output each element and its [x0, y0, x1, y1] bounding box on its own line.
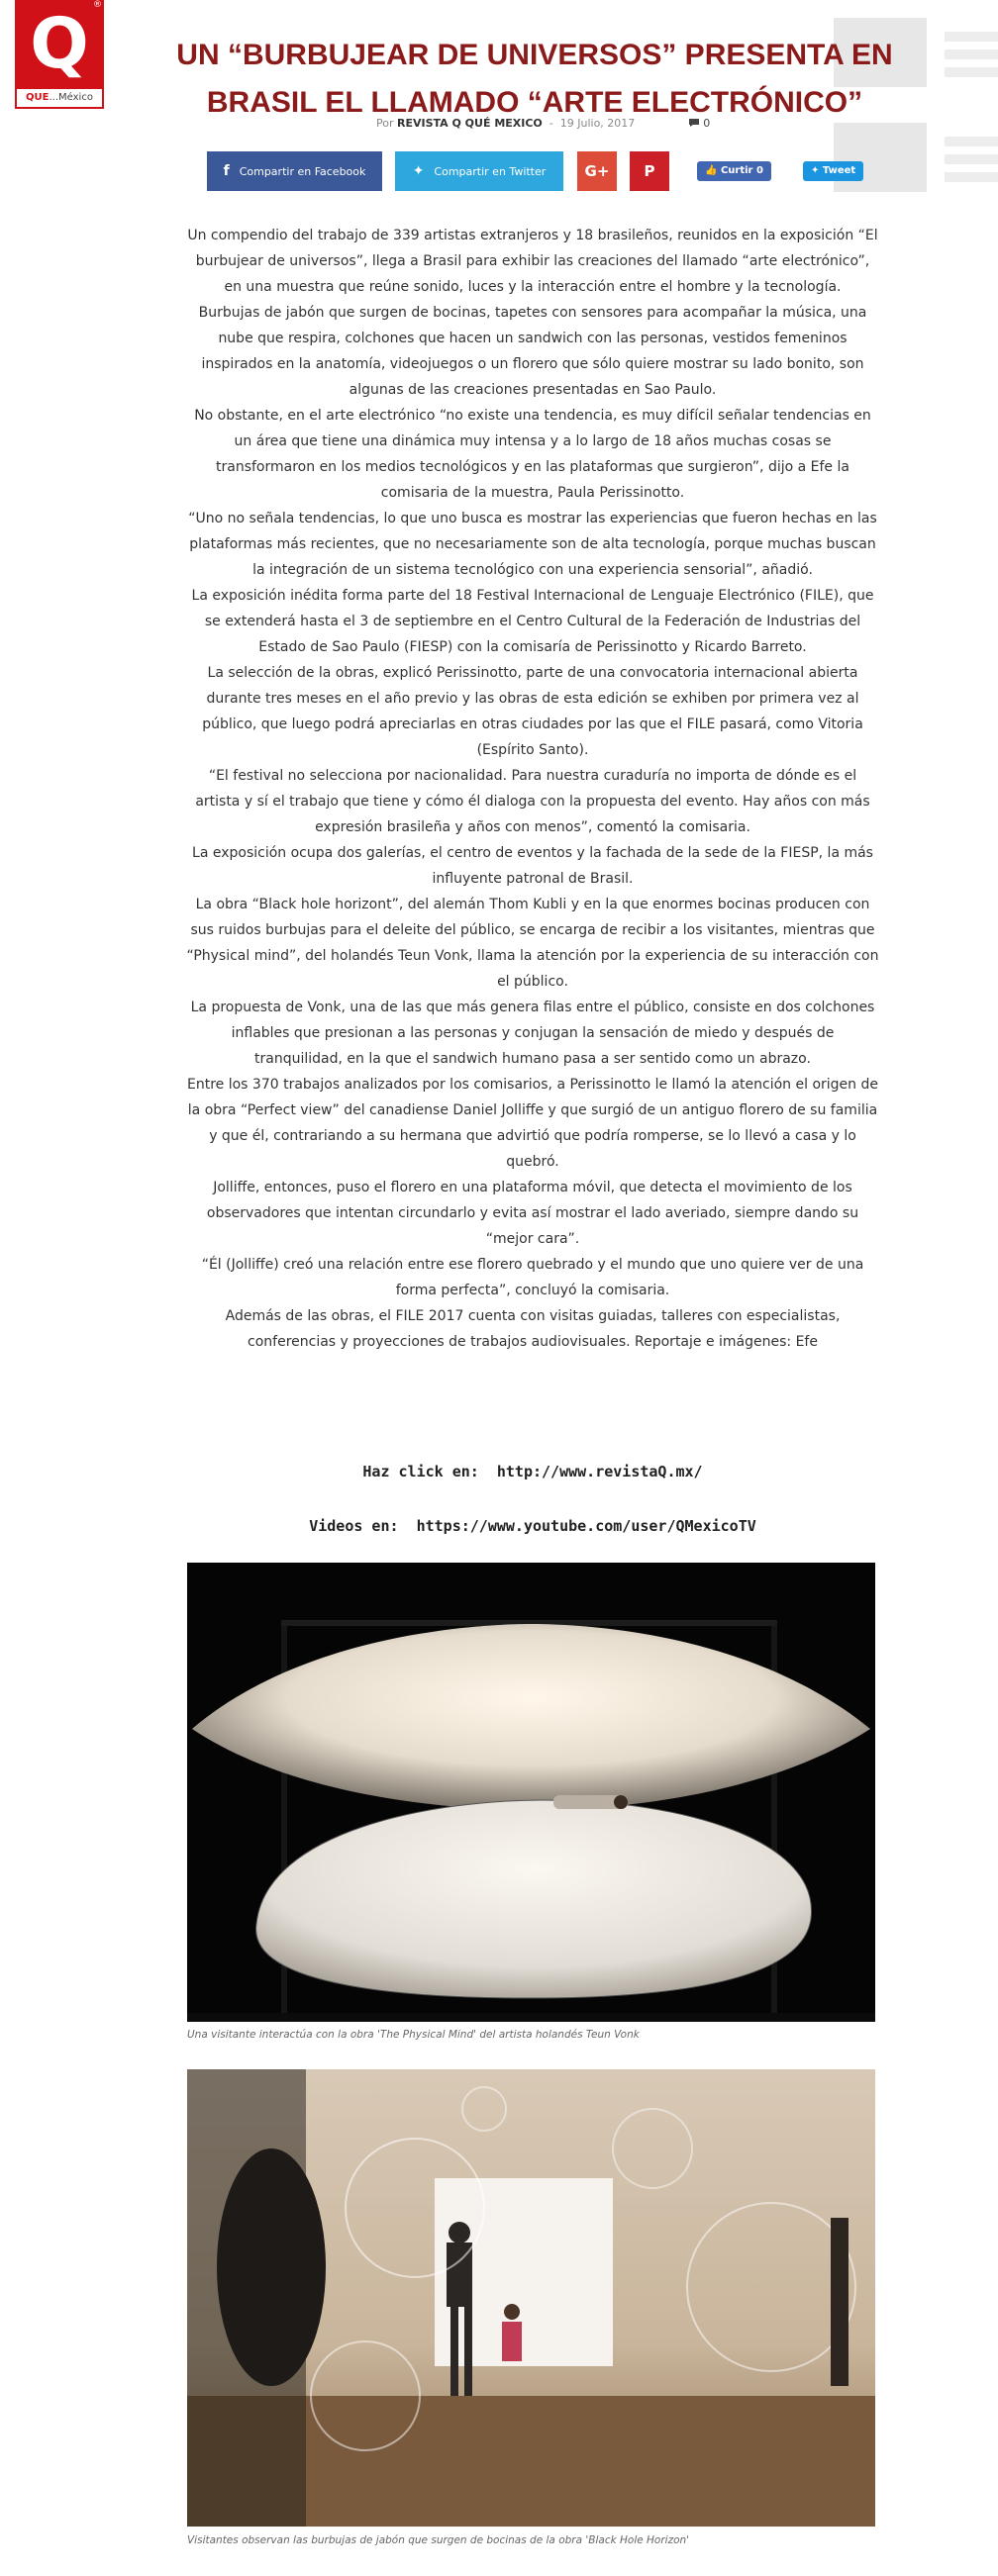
share-twitter-button[interactable]: ✦ Compartir en Twitter [395, 151, 563, 191]
paragraph: Jolliffe, entonces, puso el florero en una plataforma móvil, que detecta el movimiento de los observadores que intentan circundarlo y evita así mostrar el lado averiado, siempre dando su “mejor cara”. [206, 1180, 859, 1247]
paragraph: Además de las obras, el FILE 2017 cuenta con visitas guiadas, talleres con especialistas, conferencias y proyecciones de trabajos audiovisuales. Reportaje e imágenes: Efe [225, 1308, 841, 1350]
logo-letter: Q [30, 3, 89, 84]
tweet-button[interactable]: ✦ Tweet [803, 161, 863, 181]
article-meta: Por REVISTA Q QUÉ MEXICO - 19 Julio, 2017 0 [376, 117, 711, 130]
article-body [186, 223, 879, 1355]
comments-count: 0 [703, 117, 711, 130]
registered-mark: ® [93, 0, 102, 10]
paragraph: La exposición inédita forma parte del 18 Festival Internacional de Lenguaje Electrónico (FILE), que se extenderá hasta el 3 de septiembre en el Centro Cultural de la Federación de Industrias del Estado de Sao Paulo (FIESP) con la comisaría de Perissinotto y Ricardo Barreto. [191, 588, 874, 655]
comment-icon [688, 118, 700, 128]
videos-link-line [186, 1517, 879, 1535]
photo-physical-mind [187, 1563, 875, 2022]
videos-link[interactable]: https://www.youtube.com/user/QMexicoTV [416, 1517, 756, 1535]
paragraph: La propuesta de Vonk, una de las que más genera filas entre el público, consiste en dos colchones inflables que presionan a las personas y conjugan la sensación de miedo y después de tranquilidad, en la que el sandwich humano pasa a ser sentido como un abrazo. [190, 1000, 875, 1067]
share-facebook-button[interactable]: f Compartir en Facebook [207, 151, 382, 191]
twitter-icon: ✦ [412, 163, 425, 179]
paragraph: La exposición ocupa dos galerías, el centro de eventos y la fachada de la sede de la FIESP, la más influyente patronal de Brasil. [192, 845, 873, 887]
site-link[interactable]: http://www.revistaQ.mx/ [496, 1463, 703, 1480]
photo-caption: Una visitante interactúa con la obra 'The Physical Mind' del artista holandés Teun Vonk [187, 2029, 640, 2041]
share-pinterest-button[interactable] [630, 151, 669, 191]
photo-black-hole-horizon [187, 2069, 875, 2527]
photo-caption: Visitantes observan las burbujas de jabón que surgen de bocinas de la obra 'Black Hole Horizon' [187, 2534, 690, 2546]
paragraph: Burbujas de jabón que surgen de bocinas, tapetes con sensores para acompañar la música, una nube que respira, colchones que hacen un sandwich con las personas, vestidos femeninos inspirados en la anatomía, videojuegos o un florero que sólo quiere mostrar su lado bonito, son algunas de las creaciones presentadas en Sao Paulo. [198, 305, 867, 398]
related-thumbnail[interactable] [834, 123, 927, 192]
site-link-line [186, 1463, 879, 1480]
article-title: UN “BURBUJEAR DE UNIVERSOS” PRESENTA EN BRASIL EL LLAMADO “ARTE ELECTRÓNICO” [176, 39, 893, 120]
site-logo[interactable] [15, 0, 104, 109]
related-title-placeholder [945, 32, 998, 85]
thumbs-up-icon: 👍 [705, 165, 721, 176]
paragraph: “Él (Jolliffe) creó una relación entre ese florero quebrado y el mundo que uno quiere ver de una forma perfecta”, concluyó la comisaria. [201, 1257, 864, 1298]
facebook-like-button[interactable]: 👍 Curtir 0 [697, 161, 771, 181]
paragraph: La obra “Black hole horizont”, del alemán Thom Kubli y en la que enormes bocinas producen con sus ruidos burbujas para el deleite del público, se encarga de recibir a los visitantes, mientras que “Physical mind”, del holandés Teun Vonk, llama la atención por la experiencia de su interacción con el público. [186, 897, 879, 990]
gplus-icon: G+ [584, 162, 610, 180]
pinterest-icon: P [644, 162, 655, 180]
logo-subtitle: QUE...México [15, 87, 104, 109]
publish-date: 19 Julio, 2017 [559, 117, 636, 130]
paragraph: No obstante, en el arte electrónico “no existe una tendencia, es muy difícil señalar tendencias en un área que tiene una dinámica muy intensa y a lo largo de 18 años muchas cosas se transformaron en los medios tecnológicos y en las plataformas que surgieron”, dijo a Efe la comisaria de la muestra, Paula Perissinotto. [194, 408, 871, 501]
sidebar-related-item[interactable] [834, 123, 998, 192]
videos-link-label: Videos en: [309, 1517, 399, 1535]
paragraph: Entre los 370 trabajos analizados por los comisarios, a Perissinotto le llamó la atención el origen de la obra “Perfect view” del canadiense Daniel Jolliffe y que surgió de un antiguo florero de su familia y que él, contrariando a su hermana que advirtió que podría romperse, se lo llevó a casa y lo quebró. [187, 1077, 878, 1170]
author-link[interactable]: REVISTA Q QUÉ MEXICO [397, 117, 543, 130]
paragraph: Un compendio del trabajo de 339 artistas extranjeros y 18 brasileños, reunidos en la exposición “El burbujear de universos”, llega a Brasil para exhibir las creaciones del llamado “arte electrónico”, en una muestra que reúne sonido, luces y la interacción entre el hombre y la tecnología. [187, 228, 878, 295]
by-label: Por [376, 117, 394, 130]
paragraph: “Uno no señala tendencias, lo que uno busca es mostrar las experiencias que fueron hechas en las plataformas más recientes, que no necesariamente son de alta tecnología, porque muchas buscan la integración de un sistema tecnológico con una experiencia sensorial”, añadió. [188, 511, 877, 578]
facebook-icon: f [223, 163, 230, 179]
share-gplus-button[interactable] [577, 151, 617, 191]
related-title-placeholder [945, 137, 998, 190]
bird-icon: ✦ [811, 165, 823, 176]
comments-link[interactable] [688, 117, 711, 130]
paragraph: “El festival no selecciona por nacionalidad. Para nuestra curaduría no importa de dónde es el artista y sí el trabajo que tiene y cómo él dialoga con la propuesta del evento. Hay años con más expresión brasileña y años con menos”, comentó la comisaria. [195, 768, 870, 835]
paragraph: La selección de la obras, explicó Perissinotto, parte de una convocatoria internacional abierta durante tres meses en el año previo y las obras de esta edición se exhiben por primera vez al público, que luego podrá apreciarlas en otras ciudades por las que el FILE pasará, como Vitoria (Espírito Santo). [202, 665, 863, 758]
site-link-label: Haz click en: [362, 1463, 479, 1480]
